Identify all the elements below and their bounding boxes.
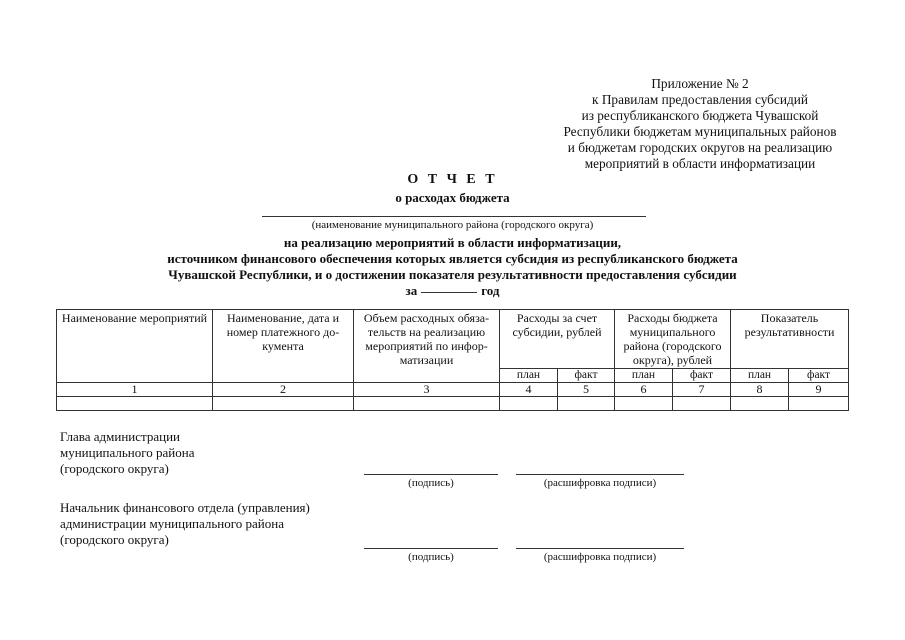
table-cell[interactable] [789,397,849,411]
appendix-line: Приложение № 2 [651,76,749,91]
column-header: Наименование мероприятий [57,310,213,383]
position-line: Начальник финансового отдела (управления) [60,500,310,515]
table-cell[interactable] [213,397,354,411]
table-cell[interactable] [558,397,615,411]
column-number: 7 [673,383,731,397]
report-table [56,309,849,411]
municipality-fill-line[interactable] [262,216,646,217]
column-number: 1 [57,383,213,397]
sub-column-header: план [731,369,789,383]
decoding-caption: (расшифровка подписи) [543,477,657,489]
column-header: Наименование, дата и номер платежного до-кумента [213,310,354,383]
purpose-line: источником финансового обеспечения которых является субсидия из республиканского бюджета [167,251,738,266]
sub-column-header: план [615,369,673,383]
position-line: Глава администрации [60,429,181,444]
signatory-finance-position [60,500,310,548]
document-subtitle: о расходах бюджета [395,190,510,205]
appendix-line: и бюджетам городских округов на реализацию [567,140,833,155]
column-number: 4 [500,383,558,397]
table-cell[interactable] [731,397,789,411]
appendix-line: Республики бюджетам муниципальных районов [563,124,837,139]
table-cell[interactable] [354,397,500,411]
table-cell[interactable] [673,397,731,411]
position-line: (городского округа) [60,461,169,476]
column-number: 6 [615,383,673,397]
signature-line[interactable] [364,474,498,475]
document-title: О Т Ч Е Т [407,172,498,187]
table-row [57,397,849,411]
column-number: 2 [213,383,354,397]
sub-column-header: факт [673,369,731,383]
municipality-caption: (наименование муниципального района (городского округа) [311,219,594,231]
column-number: 5 [558,383,615,397]
table-cell[interactable] [500,397,558,411]
signature-caption: (подпись) [408,551,454,563]
sub-column-header: план [500,369,558,383]
table-cell[interactable] [57,397,213,411]
appendix-line: мероприятий в области информатизации [584,156,816,171]
position-line: (городского округа) [60,532,169,547]
signature-line[interactable] [364,548,498,549]
column-number: 9 [789,383,849,397]
position-line: муниципального района [60,445,195,460]
table-header-row [57,310,849,369]
purpose-line: Чувашской Республики, и о достижении показателя результативности предоставления субсидии [168,267,737,282]
signature-decoding-line[interactable] [516,474,684,475]
appendix-line: к Правилам предоставления субсидий [592,92,808,107]
column-header: Показатель результативности [731,310,849,369]
column-header: Расходы бюджета муниципального района (городского округа), рублей [615,310,731,369]
column-header: Расходы за счет субсидии, рублей [500,310,615,369]
sub-column-header: факт [789,369,849,383]
column-number: 3 [354,383,500,397]
column-header: Объем расходных обяза-тельств на реализацию мероприятий по инфор-матизации [354,310,500,383]
position-line: администрации муниципального района [60,516,284,531]
appendix-note [540,76,860,172]
table-cell[interactable] [615,397,673,411]
column-number: 8 [731,383,789,397]
signature-caption: (подпись) [408,477,454,489]
sub-column-header: факт [558,369,615,383]
column-number-row [57,383,849,397]
signatory-head-position [60,429,194,477]
decoding-caption: (расшифровка подписи) [543,551,657,563]
report-period [0,283,905,299]
appendix-line: из республиканского бюджета Чувашской [581,108,819,123]
signature-decoding-line[interactable] [516,548,684,549]
year-fill-line[interactable] [421,292,477,293]
purpose-line: на реализацию мероприятий в области информатизации, [283,235,622,250]
period-suffix: год [481,283,500,298]
period-prefix: за [405,283,418,298]
